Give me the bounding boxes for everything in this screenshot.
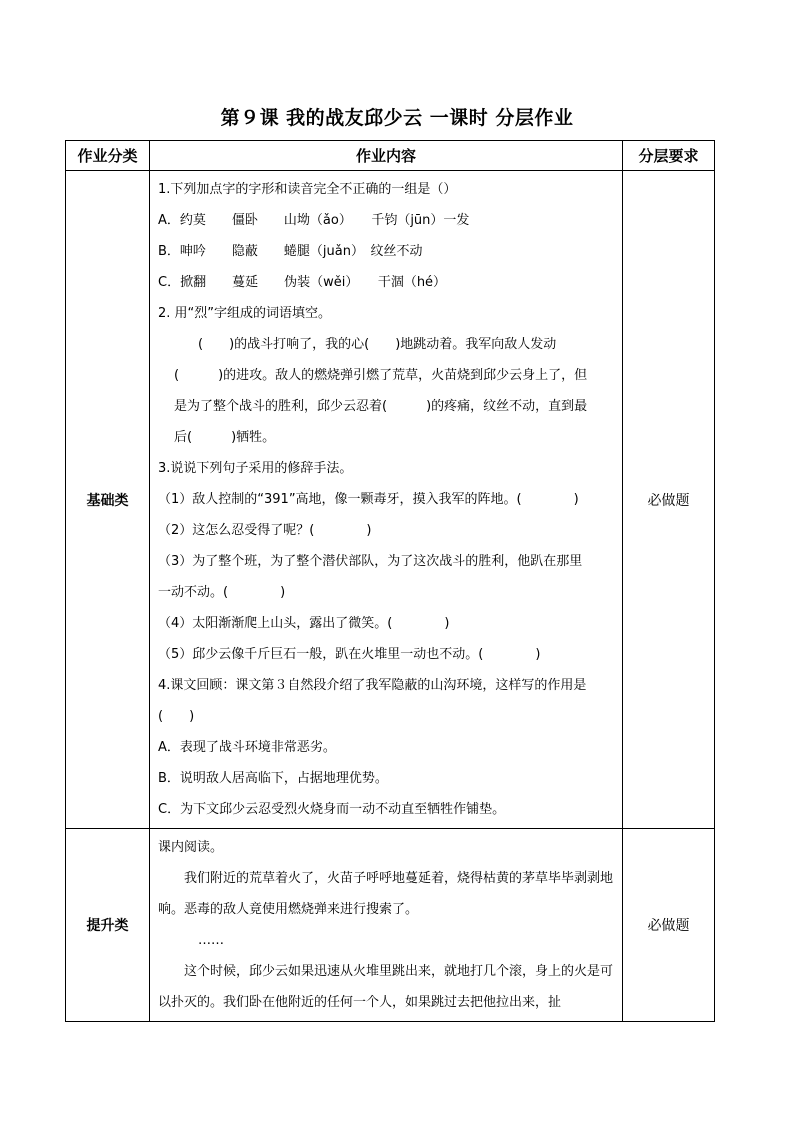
question-line: 4.课文回顾：课文第３自然段介绍了我军隐蔽的山沟环境，这样写的作用是 xyxy=(158,678,587,693)
question-line: C．为下文邱少云忍受烈火烧身而一动不动直至牺牲作铺垫。 xyxy=(158,802,506,817)
question-line: A．表现了战斗环境非常恶劣。 xyxy=(158,740,336,755)
homework-table xyxy=(65,140,715,1022)
category-cell: 基础类 xyxy=(66,171,150,829)
header-requirement: 分层要求 xyxy=(623,141,715,171)
header-category: 作业分类 xyxy=(66,141,150,171)
requirement-cell: 必做题 xyxy=(623,829,715,1022)
table-row-advanced xyxy=(66,829,715,1022)
content-cell-basic xyxy=(150,171,623,829)
reading-paragraph: 这个时候，邱少云如果迅速从火堆里跳出来，就地打几个滚，身上的火是可以扑灭的。我们卧在他附近的任何一个人，如果跳过去把他拉出来，扯 xyxy=(158,964,614,1010)
header-row xyxy=(66,141,715,171)
question-line: 后( )牺牲。 xyxy=(174,430,276,445)
question-line: 3.说说下列句子采用的修辞手法。 xyxy=(158,461,353,476)
question-line: B．呻吟 隐蔽 蜷腿（juǎn） 纹丝不动 xyxy=(158,244,423,259)
reading-ellipsis: …… xyxy=(198,933,224,948)
requirement-cell: 必做题 xyxy=(623,171,715,829)
question-line: B．说明敌人居高临下，占据地理优势。 xyxy=(158,771,388,786)
category-cell: 提升类 xyxy=(66,829,150,1022)
question-line: 2. 用“烈”字组成的词语填空。 xyxy=(158,306,332,321)
reading-paragraph: 我们附近的荒草着火了，火苗子呼呼地蔓延着，烧得枯黄的茅草毕毕剥剥地响。恶毒的敌人竟使用燃烧弹来进行搜索了。 xyxy=(158,871,614,917)
question-line: ( )的战斗打响了，我的心( )地跳动着。我军向敌人发动 xyxy=(198,337,557,352)
content-cell-advanced xyxy=(150,829,623,1022)
question-line: C．掀翻 蔓延 伪装（wěi） 干涸（hé） xyxy=(158,275,447,290)
page-title: 第９课 我的战友邱少云 一课时 分层作业 xyxy=(220,107,574,129)
table-row-basic xyxy=(66,171,715,829)
question-line: 1.下列加点字的字形和读音完全不正确的一组是（） xyxy=(158,182,457,197)
question-line: ( ) xyxy=(158,709,195,724)
question-line: （3）为了整个班，为了整个潜伏部队，为了这次战斗的胜利，他趴在那里 xyxy=(158,554,583,569)
question-line: 一动不动。( ) xyxy=(158,585,286,600)
question-line: A．约莫 僵卧 山坳（ǎo） 千钧（jūn）一发 xyxy=(158,213,470,228)
question-line: （5）邱少云像千斤巨石一般，趴在火堆里一动也不动。( ) xyxy=(158,647,541,662)
question-line: （4）太阳渐渐爬上山头，露出了微笑。( ) xyxy=(158,616,450,631)
question-line: ( )的进攻。敌人的燃烧弹引燃了荒草，火苗烧到邱少云身上了，但 xyxy=(174,368,588,383)
header-content: 作业内容 xyxy=(150,141,623,171)
reading-heading: 课内阅读。 xyxy=(158,840,224,855)
question-line: 是为了整个战斗的胜利，邱少云忍着( )的疼痛，纹丝不动，直到最 xyxy=(174,399,588,414)
question-line: （1）敌人控制的“391”高地，像一颗毒牙，摸入我军的阵地。( ) xyxy=(158,492,579,507)
question-line: （2）这怎么忍受得了呢？( ) xyxy=(158,523,372,538)
